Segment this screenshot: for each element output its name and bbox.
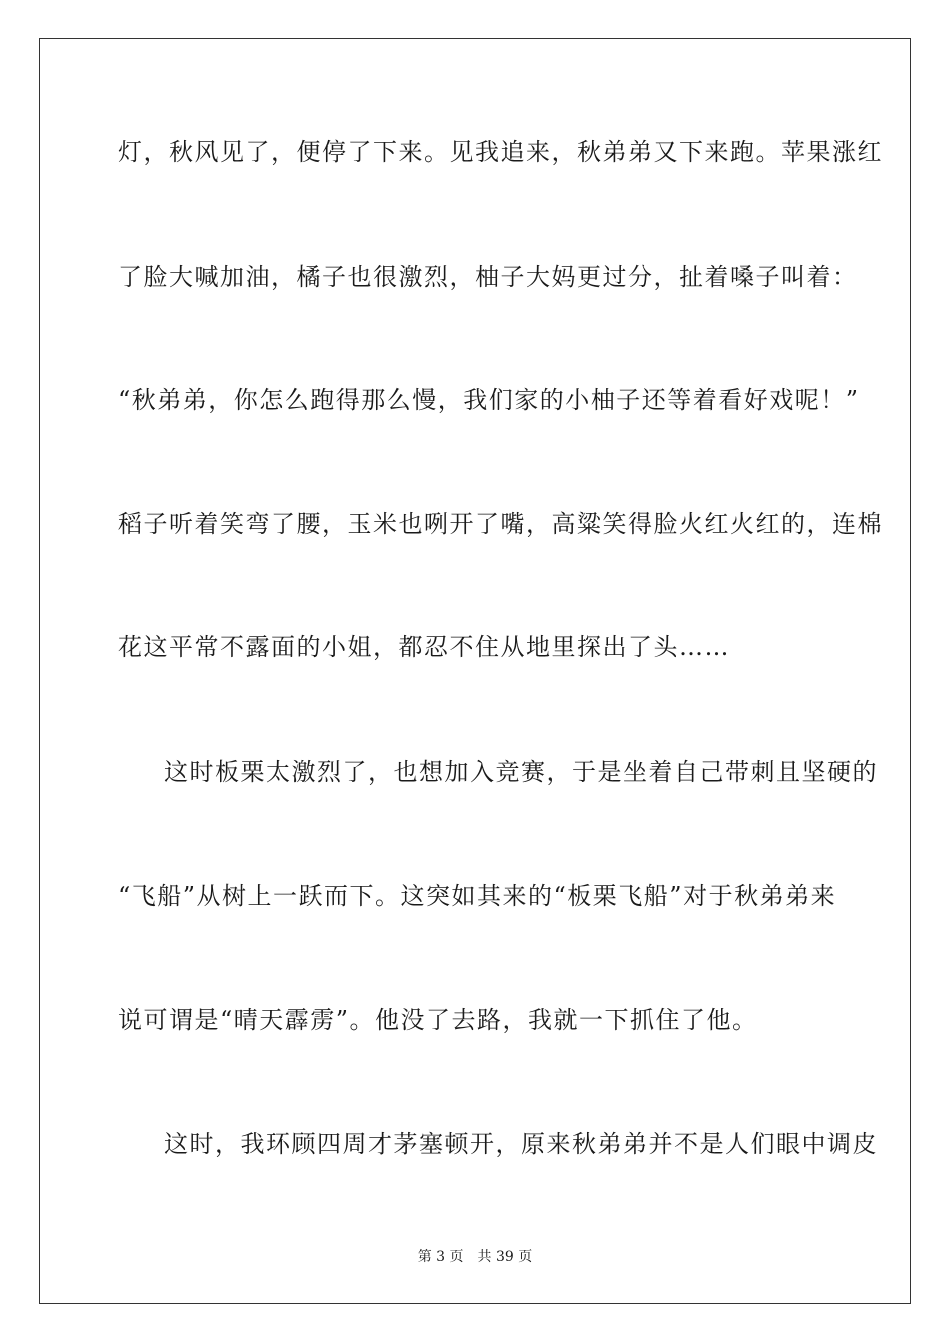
paragraph-line-2: 了脸大喊加油，橘子也很激烈，柚子大妈更过分，扯着嗓子叫着： (118, 263, 858, 291)
paragraph-line-3: “秋弟弟，你怎么跑得那么慢，我们家的小柚子还等着看好戏呢！” (118, 386, 860, 414)
paragraph-line-1: 灯，秋风见了，便停了下来。见我追来，秋弟弟又下来跑。苹果涨红 (118, 138, 883, 166)
total-pages: 共 39 页 (477, 1249, 533, 1265)
paragraph-line-5: 花这平常不露面的小姐，都忍不住从地里探出了头…… (118, 633, 730, 661)
paragraph-line-7: “飞船”从树上一跃而下。这突如其来的“板栗飞船”对于秋弟弟来 (118, 882, 837, 910)
paragraph-line-9: 这时，我环顾四周才茅塞顿开，原来秋弟弟并不是人们眼中调皮 (164, 1130, 878, 1158)
paragraph-line-8: 说可谓是“晴天霹雳”。他没了去路，我就一下抓住了他。 (118, 1006, 758, 1034)
page-border (39, 38, 911, 1304)
page-number: 第 3 页 (417, 1249, 464, 1265)
paragraph-line-6: 这时板栗太激烈了，也想加入竞赛，于是坐着自己带刺且坚硬的 (164, 758, 878, 786)
page-footer (0, 1248, 950, 1266)
paragraph-line-4: 稻子听着笑弯了腰，玉米也咧开了嘴，高粱笑得脸火红火红的，连棉 (118, 510, 883, 538)
